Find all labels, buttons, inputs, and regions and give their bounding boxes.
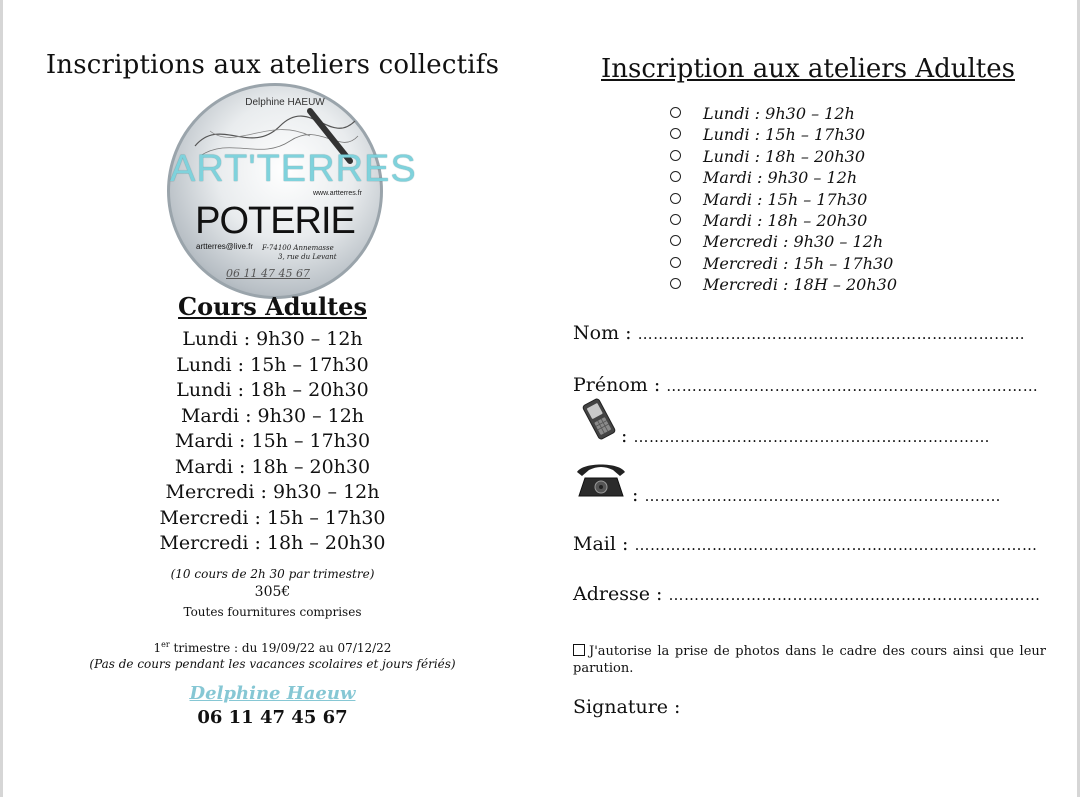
- prenom-input-line[interactable]: ………………………………………………………………: [666, 377, 1039, 395]
- mobile-field[interactable]: [621, 425, 990, 447]
- schedule-item: Lundi : 9h30 – 12h: [182, 328, 363, 350]
- circle-bullet-icon: [670, 150, 681, 161]
- trimestre-dates: [40, 640, 505, 655]
- schedule-item: Mercredi : 18h – 20h30: [159, 532, 386, 554]
- session-label: Lundi : 18h – 20h30: [703, 146, 866, 166]
- nom-label: Nom :: [573, 322, 632, 344]
- trimestre-text: trimestre : du 19/09/22 au 07/12/22: [169, 641, 392, 655]
- circle-bullet-icon: [670, 278, 681, 289]
- logo-address-line2: 3, rue du Levant: [278, 253, 337, 261]
- consent-checkbox[interactable]: [573, 644, 585, 656]
- schedule-item: Lundi : 15h – 17h30: [176, 353, 369, 376]
- logo-url: www.artterres.fr: [312, 190, 362, 197]
- circle-bullet-icon: [670, 235, 681, 246]
- cours-title: Cours Adultes: [178, 292, 367, 321]
- circle-bullet-icon: [670, 193, 681, 204]
- logo-brand-bottom: POTERIE: [195, 200, 355, 242]
- nom-input-line[interactable]: …………………………………………………………………: [637, 325, 1026, 343]
- trimestre-suffix: er: [161, 640, 170, 649]
- schedule-item: Mardi : 9h30 – 12h: [180, 404, 365, 427]
- course-count-note: (10 cours de 2h 30 par trimestre): [170, 567, 375, 581]
- landline-field[interactable]: [632, 484, 1001, 506]
- price: 305€: [254, 584, 291, 600]
- mobile-phone-icon: [578, 397, 620, 441]
- session-option[interactable]: [670, 189, 897, 210]
- prenom-field[interactable]: [573, 374, 1038, 396]
- session-option[interactable]: [670, 146, 897, 167]
- session-label: Mercredi : 9h30 – 12h: [703, 232, 884, 252]
- signature-label: Signature :: [573, 696, 681, 718]
- mobile-label: :: [621, 425, 628, 447]
- photo-consent: [573, 643, 1046, 677]
- session-label: Lundi : 9h30 – 12h: [703, 104, 855, 123]
- holidays-note: (Pas de cours pendant les vacances scolaires et jours fériés): [89, 657, 456, 671]
- session-label: Mercredi : 18H – 20h30: [703, 275, 898, 295]
- landline-label: :: [632, 484, 639, 506]
- landline-phone-icon: [573, 460, 629, 500]
- logo-brand-top: ART'TERRES: [170, 148, 417, 190]
- session-option[interactable]: [670, 103, 897, 124]
- schedule-list: [40, 327, 505, 557]
- logo-address-line1: F-74100 Annemasse: [262, 244, 334, 252]
- schedule-item: Mardi : 18h – 20h30: [174, 455, 371, 478]
- session-label: Mercredi : 15h – 17h30: [703, 253, 894, 273]
- mobile-input-line[interactable]: ……………………………………………………………: [633, 428, 990, 446]
- circle-bullet-icon: [670, 214, 681, 225]
- session-label: Mardi : 9h30 – 12h: [703, 168, 858, 188]
- landline-input-line[interactable]: ……………………………………………………………: [644, 487, 1001, 505]
- logo-phone: 06 11 47 45 67: [226, 267, 310, 280]
- session-option[interactable]: [670, 124, 897, 145]
- session-label: Mardi : 15h – 17h30: [703, 189, 868, 209]
- mail-field[interactable]: [573, 533, 1037, 555]
- right-title: Inscription aux ateliers Adultes: [601, 54, 1015, 84]
- schedule-item: Mercredi : 15h – 17h30: [159, 506, 386, 529]
- session-options: [670, 103, 897, 296]
- mail-label: Mail :: [573, 533, 629, 555]
- nom-field[interactable]: [573, 322, 1025, 344]
- mail-input-line[interactable]: ……………………………………………………………………: [634, 536, 1038, 554]
- adresse-field[interactable]: [573, 583, 1040, 605]
- prenom-label: Prénom :: [573, 374, 661, 396]
- circle-bullet-icon: [670, 107, 681, 118]
- session-option[interactable]: [670, 210, 897, 231]
- session-label: Mardi : 18h – 20h30: [703, 211, 868, 231]
- session-option[interactable]: [670, 253, 897, 274]
- contact-name-link[interactable]: Delphine Haeuw: [189, 683, 356, 704]
- left-title: Inscriptions aux ateliers collectifs: [45, 50, 500, 80]
- circle-bullet-icon: [670, 257, 681, 268]
- logo-name: Delphine HAEUW: [245, 97, 325, 108]
- session-label: Lundi : 15h – 17h30: [703, 125, 866, 145]
- adresse-input-line[interactable]: ………………………………………………………………: [668, 586, 1041, 604]
- consent-text: J'autorise la prise de photos dans le cadre des cours ainsi que leur parution.: [573, 644, 1046, 676]
- session-option[interactable]: [670, 274, 897, 295]
- adresse-label: Adresse :: [573, 583, 663, 605]
- session-option[interactable]: [670, 231, 897, 252]
- trimestre-number: 1: [153, 641, 162, 655]
- circle-bullet-icon: [670, 128, 681, 139]
- contact-phone: 06 11 47 45 67: [197, 707, 348, 728]
- page-edge-left: [0, 0, 3, 797]
- logo-email: artterres@live.fr: [196, 242, 254, 251]
- schedule-item: Mardi : 15h – 17h30: [174, 430, 371, 452]
- schedule-item: Mercredi : 9h30 – 12h: [165, 481, 380, 503]
- schedule-item: Lundi : 18h – 20h30: [176, 379, 369, 401]
- session-option[interactable]: [670, 167, 897, 188]
- circle-bullet-icon: [670, 171, 681, 182]
- artterres-logo: [167, 83, 417, 299]
- supplies-note: Toutes fournitures comprises: [183, 605, 362, 619]
